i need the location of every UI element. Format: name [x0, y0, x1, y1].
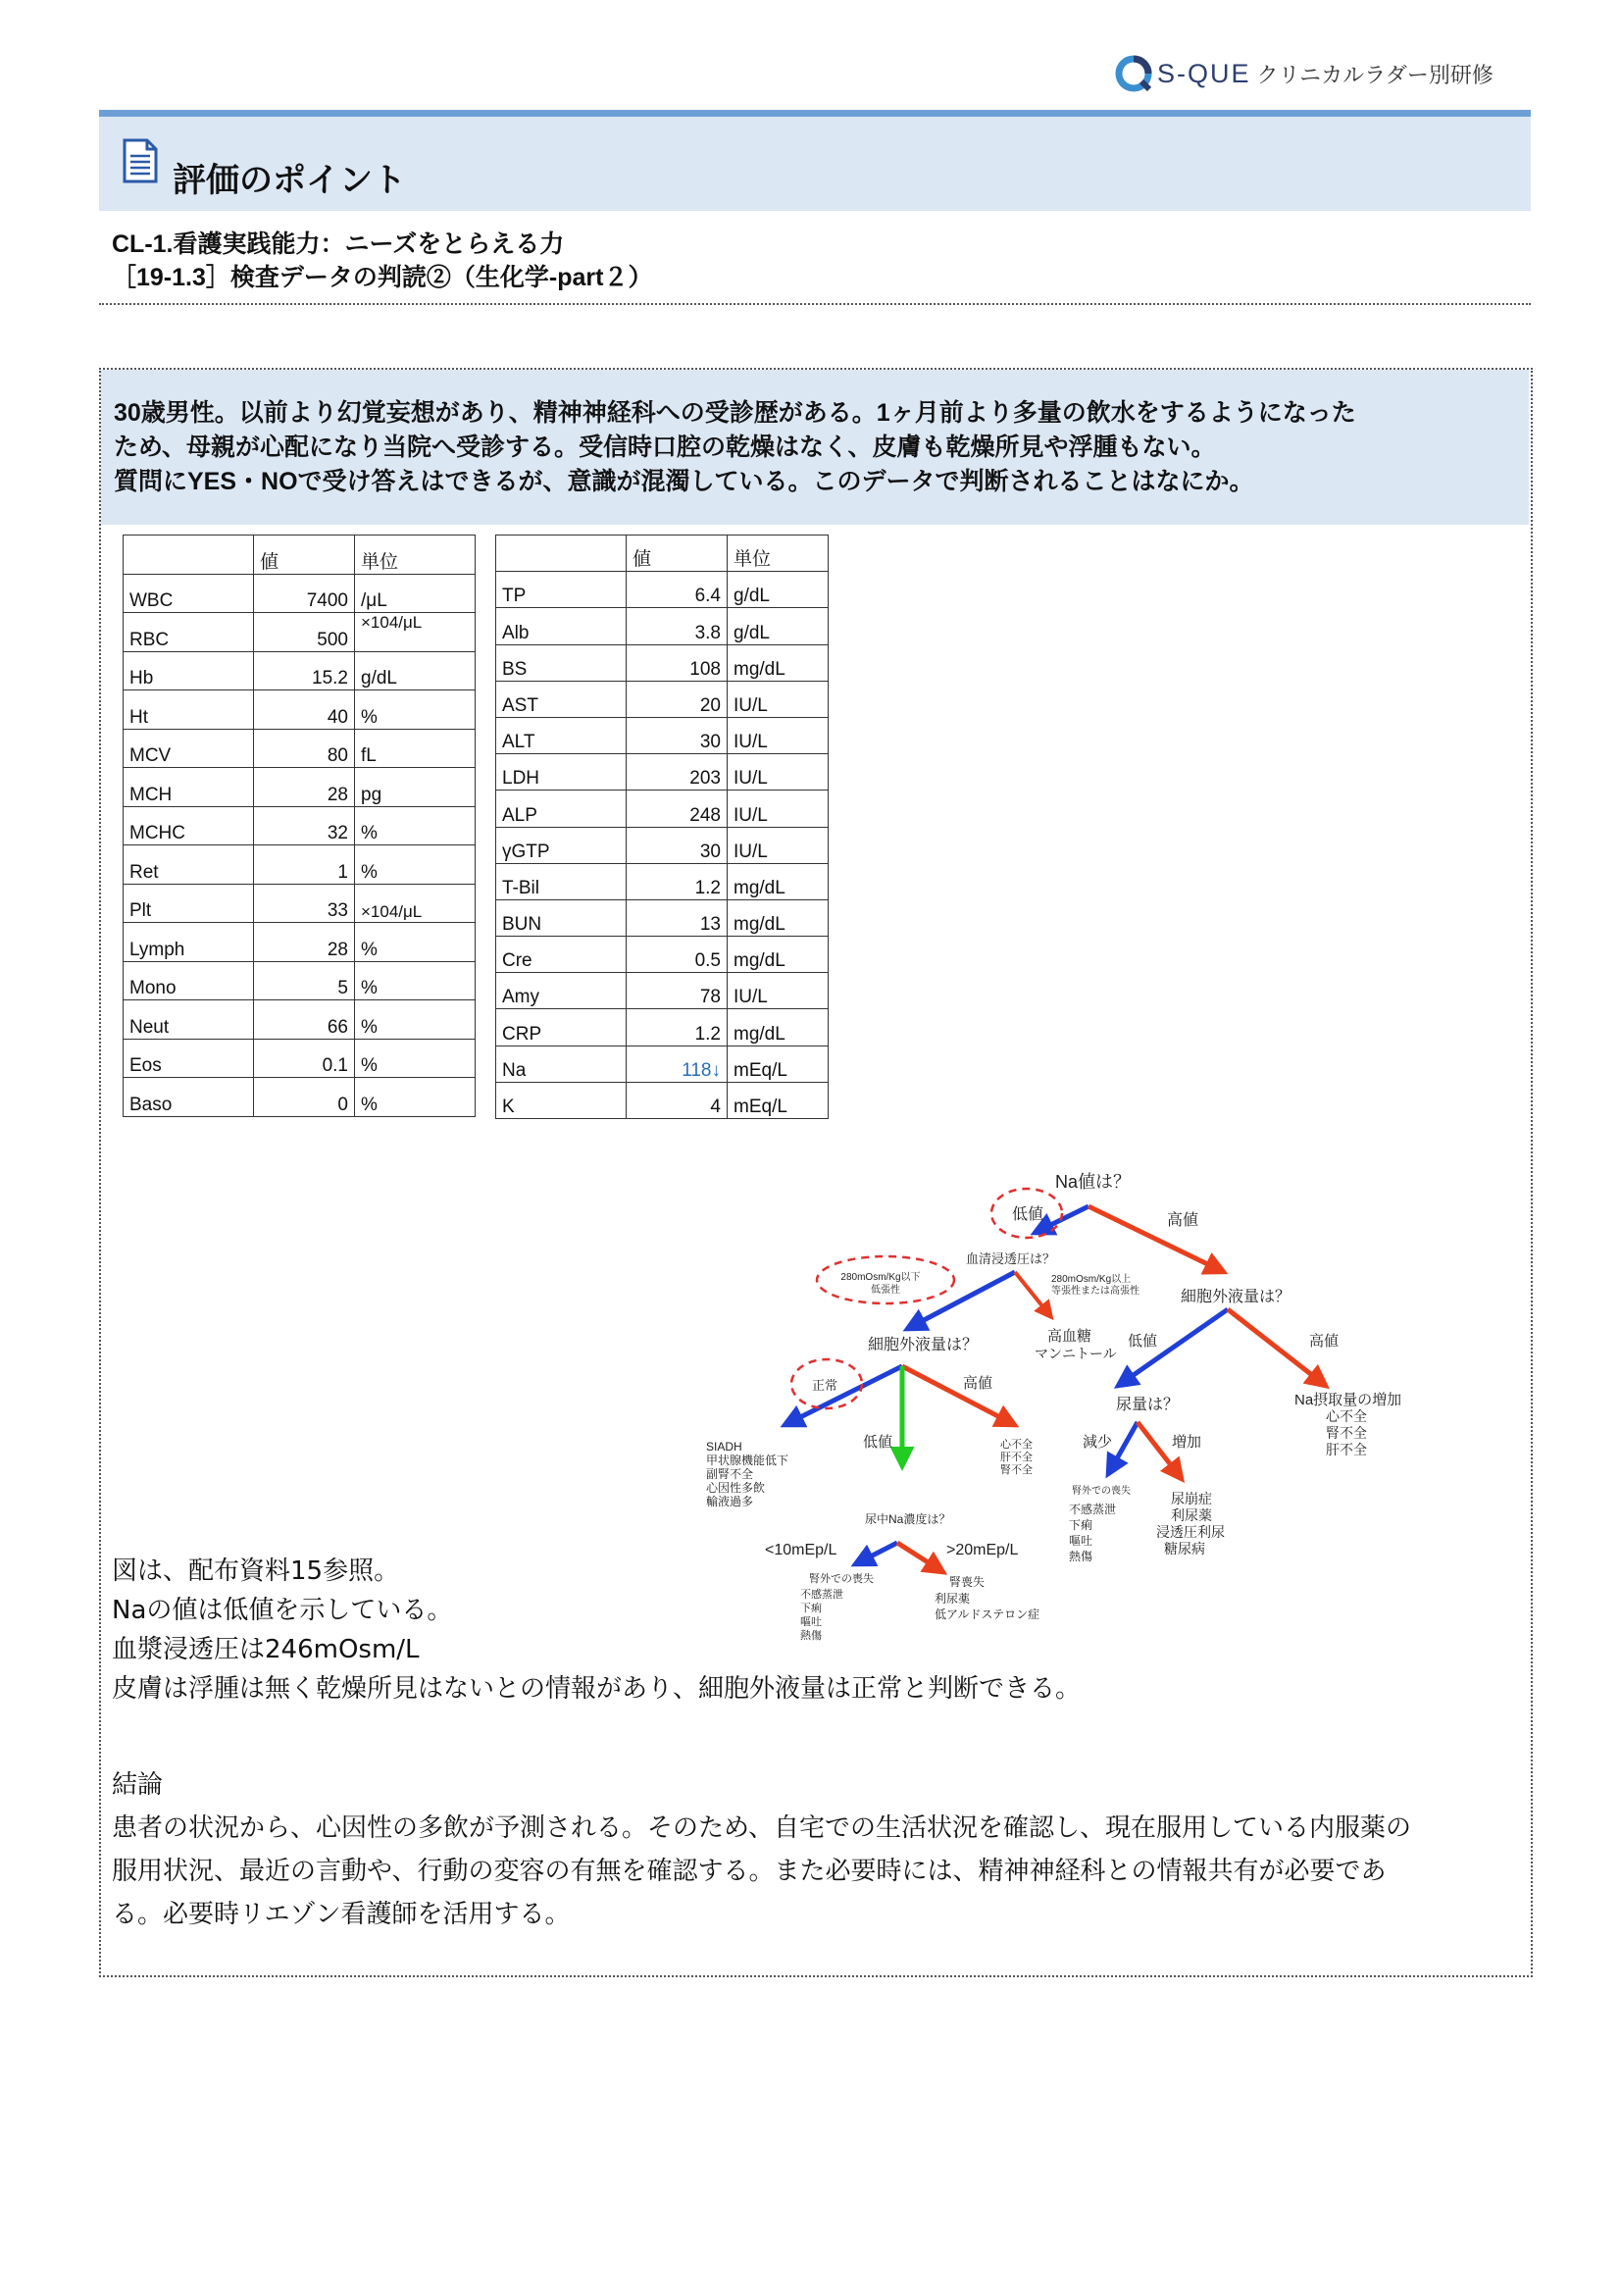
item-unit: g/dL — [728, 572, 829, 608]
item-unit: % — [355, 1000, 476, 1040]
item-unit: ×104/μL — [355, 613, 476, 652]
fc-cause: 副腎不全 — [706, 1467, 754, 1481]
item-value: 248 — [627, 791, 728, 827]
item-name: Ht — [124, 690, 254, 730]
item-name: MCH — [124, 768, 254, 807]
table-header — [496, 536, 627, 572]
item-name: BUN — [496, 899, 627, 936]
item-value: 4 — [627, 1082, 728, 1118]
table-header: 値 — [254, 536, 355, 575]
table-row — [124, 923, 476, 962]
item-value: 28 — [254, 768, 355, 807]
item-name: K — [496, 1082, 627, 1118]
cbc-table — [123, 535, 476, 1117]
fc-cause: 腎不全 — [1326, 1425, 1367, 1441]
item-name: Eos — [124, 1039, 254, 1078]
fc-normal-causes — [706, 1440, 788, 1508]
fc-increase: 増加 — [1172, 1434, 1202, 1451]
subtitle-divider — [99, 303, 1531, 305]
fc-cause: 不感蒸泄 — [800, 1589, 843, 1601]
table-row — [496, 1046, 829, 1082]
item-value: 6.4 — [627, 572, 728, 608]
item-name: Na — [496, 1046, 627, 1082]
table-row — [124, 651, 476, 690]
fc-root: Na値は？ — [1055, 1172, 1132, 1192]
table-header-row — [496, 536, 829, 572]
logo — [1114, 51, 1493, 96]
fc-cause: 輸液過多 — [706, 1495, 754, 1508]
fc-cause: 腎外での喪失 — [809, 1573, 874, 1585]
item-value: 1 — [254, 845, 355, 885]
fc-osmo-question: 血清浸透圧は？ — [966, 1251, 1056, 1266]
item-name: ALP — [496, 791, 627, 827]
fc-mannitol: マンニトール — [1035, 1346, 1117, 1361]
conclusion — [112, 1763, 1514, 1936]
item-unit: g/dL — [728, 608, 829, 644]
table-row — [496, 644, 829, 681]
table-row — [496, 717, 829, 753]
item-name: WBC — [124, 574, 254, 613]
item-value: 0.1 — [254, 1039, 355, 1078]
table-row — [496, 1082, 829, 1118]
document-icon — [122, 138, 159, 183]
fc-lt10: <10mEp/L — [765, 1542, 837, 1558]
fc-osmo-low: 280mOsm/Kg以下 — [840, 1272, 921, 1283]
item-unit: IU/L — [728, 717, 829, 753]
item-unit: IU/L — [728, 681, 829, 717]
case-line: ため、母親が心配になり当院へ受診する。受信時口腔の乾燥はなく、皮膚も乾燥所見や浮腫もない。 — [114, 434, 1216, 461]
fc-increase-causes — [1156, 1491, 1225, 1556]
item-value: 3.8 — [627, 608, 728, 644]
conclusion-heading: 結論 — [112, 1770, 164, 1800]
fc-gt20: >20mEp/L — [946, 1542, 1019, 1558]
fc-cause: 肝不全 — [1326, 1442, 1367, 1457]
item-unit: ×104/μL — [355, 884, 476, 923]
subtitle-competency: CL-1.看護実践能力：ニーズをとらえる力 — [112, 230, 565, 258]
fc-cause: 心不全 — [1326, 1408, 1367, 1424]
fc-cause: 下痢 — [1069, 1518, 1093, 1532]
item-unit: mg/dL — [728, 644, 829, 681]
fc-high-3: 高値 — [1309, 1333, 1340, 1350]
item-unit: IU/L — [728, 791, 829, 827]
table-row — [124, 884, 476, 923]
item-unit: g/dL — [355, 651, 476, 690]
table-row — [124, 729, 476, 768]
item-unit: % — [355, 690, 476, 730]
case-line: 質問にYES・NOで受け答えはできるが、意識が混濁している。このデータで判断されることはなにか。 — [114, 468, 1254, 495]
logo-tagline: クリニカルラダー別研修 — [1256, 63, 1493, 88]
fc-cause: 嘔吐 — [1069, 1534, 1093, 1548]
case-description — [114, 396, 1516, 499]
note-line: Naの値は低値を示している。 — [112, 1596, 453, 1625]
table-row — [496, 754, 829, 791]
fc-decrease: 減少 — [1083, 1434, 1113, 1451]
fc-cause: 甲状腺機能低下 — [706, 1454, 789, 1467]
item-unit: % — [355, 923, 476, 962]
item-name: BS — [496, 644, 627, 681]
fc-cause: 下痢 — [800, 1603, 822, 1614]
item-unit: % — [355, 806, 476, 845]
fc-hyperglycemia: 高血糖 — [1047, 1328, 1092, 1345]
item-value: 7400 — [254, 574, 355, 613]
fc-low-3: 低値 — [1128, 1333, 1158, 1350]
conclusion-line: る。必要時リエゾン看護師を活用する。 — [112, 1900, 571, 1929]
fc-cause: 腎外での喪失 — [1072, 1486, 1131, 1497]
fc-na-intake-causes — [1326, 1408, 1367, 1457]
fc-cause: 糖尿病 — [1164, 1541, 1205, 1556]
item-value: 78 — [627, 973, 728, 1009]
item-name: RBC — [124, 613, 254, 652]
item-unit: % — [355, 1078, 476, 1117]
fc-osmo-high: 280mOsm/Kg以上 — [1051, 1274, 1132, 1285]
item-unit: mg/dL — [728, 863, 829, 899]
item-value: 0.5 — [627, 937, 728, 973]
item-unit: mg/dL — [728, 937, 829, 973]
note-line: 図は、配布資料15参照。 — [112, 1556, 400, 1586]
fc-osmo-low-sub: 低張性 — [871, 1285, 900, 1296]
fc-cause: 利尿薬 — [1171, 1507, 1212, 1523]
item-name: TP — [496, 572, 627, 608]
table-header-row — [124, 536, 476, 575]
note-line: 血漿浸透圧は246mOsm/L — [112, 1635, 420, 1664]
item-value: 13 — [627, 899, 728, 936]
item-name: MCHC — [124, 806, 254, 845]
item-unit: % — [355, 845, 476, 885]
item-name: Ret — [124, 845, 254, 885]
table-row — [496, 791, 829, 827]
conclusion-line: 服用状況、最近の言動や、行動の変容の有無を確認する。また必要時には、精神神経科との情報共有が必要であ — [112, 1857, 1387, 1886]
fc-urine-na-question: 尿中Na濃度は？ — [865, 1512, 951, 1526]
fc-cause: 嘔吐 — [800, 1616, 822, 1628]
item-value: 66 — [254, 1000, 355, 1040]
table-row — [496, 608, 829, 644]
item-unit: mEq/L — [728, 1082, 829, 1118]
item-name: CRP — [496, 1009, 627, 1046]
table-header: 値 — [627, 536, 728, 572]
fc-cause: SIADH — [706, 1440, 742, 1454]
table-row — [496, 863, 829, 899]
item-value: 500 — [254, 613, 355, 652]
item-name: Baso — [124, 1078, 254, 1117]
table-header: 単位 — [355, 536, 476, 575]
fc-high-causes — [1000, 1437, 1033, 1476]
item-name: Neut — [124, 1000, 254, 1040]
item-value-highlight: 118↓ — [627, 1046, 728, 1082]
fc-cause: 熱傷 — [800, 1630, 822, 1642]
fc-low-2: 低値 — [863, 1434, 893, 1451]
item-value: 5 — [254, 961, 355, 1000]
header-rule — [99, 110, 1531, 117]
table-header — [124, 536, 254, 575]
item-name: Cre — [496, 937, 627, 973]
fc-cause: 尿崩症 — [1171, 1491, 1212, 1506]
fc-cause: 浸透圧利尿 — [1156, 1524, 1225, 1540]
item-value: 32 — [254, 806, 355, 845]
case-line: 30歳男性。以前より幻覚妄想があり、精神神経科への受診歴がある。1ヶ月前より多量の飲水をするようになった — [114, 399, 1356, 427]
table-row — [496, 973, 829, 1009]
item-unit: mg/dL — [728, 899, 829, 936]
fc-cause: 心因性多飲 — [706, 1481, 766, 1495]
fc-urine-vol-question: 尿量は？ — [1116, 1397, 1180, 1413]
table-row — [124, 961, 476, 1000]
item-name: Hb — [124, 651, 254, 690]
fc-cause: 心不全 — [1000, 1439, 1033, 1451]
fc-cause: 低アルドステロン症 — [935, 1607, 1040, 1621]
subtitle-topic: ［19-1.3］検査データの判読②（生化学-part２） — [112, 264, 653, 291]
table-row — [124, 690, 476, 730]
logo-mark-icon — [1114, 54, 1153, 93]
item-value: 203 — [627, 754, 728, 791]
item-unit: IU/L — [728, 827, 829, 863]
fc-cause: 腎不全 — [1000, 1464, 1033, 1476]
item-name: Amy — [496, 973, 627, 1009]
item-value: 20 — [627, 681, 728, 717]
item-value: 28 — [254, 923, 355, 962]
table-row — [124, 1039, 476, 1078]
item-unit: pg — [355, 768, 476, 807]
table-row — [496, 937, 829, 973]
explanation-notes — [112, 1552, 1081, 1709]
item-name: LDH — [496, 754, 627, 791]
item-unit: IU/L — [728, 754, 829, 791]
fc-cause: 腎喪失 — [949, 1575, 986, 1589]
item-value: 0 — [254, 1078, 355, 1117]
item-value: 30 — [627, 827, 728, 863]
item-unit: fL — [355, 729, 476, 768]
item-name: Alb — [496, 608, 627, 644]
item-name: Plt — [124, 884, 254, 923]
item-unit: IU/L — [728, 973, 829, 1009]
item-name: Mono — [124, 961, 254, 1000]
table-row — [124, 1000, 476, 1040]
item-unit: /μL — [355, 574, 476, 613]
table-row — [124, 806, 476, 845]
table-row — [124, 574, 476, 613]
fc-osmo-high-sub: 等張性または高張性 — [1051, 1286, 1139, 1297]
fc-cause: 不感蒸泄 — [1069, 1503, 1117, 1516]
table-row — [496, 681, 829, 717]
table-row — [496, 572, 829, 608]
item-value: 30 — [627, 717, 728, 753]
item-value: 1.2 — [627, 1009, 728, 1046]
item-value: 1.2 — [627, 863, 728, 899]
table-row — [496, 1009, 829, 1046]
item-value: 33 — [254, 884, 355, 923]
fc-high-2: 高値 — [963, 1375, 993, 1392]
item-name: AST — [496, 681, 627, 717]
conclusion-line: 患者の状況から、心因性の多飲が予測される。そのため、自宅での生活状況を確認し、現在服用している内服薬の — [112, 1813, 1411, 1843]
fc-cause: 熱傷 — [1069, 1550, 1093, 1563]
item-value: 80 — [254, 729, 355, 768]
item-name: Lymph — [124, 923, 254, 962]
item-name: T-Bil — [496, 863, 627, 899]
fc-cause: 利尿薬 — [935, 1592, 971, 1606]
item-unit: % — [355, 961, 476, 1000]
biochem-table — [495, 535, 829, 1119]
fc-cause: 肝不全 — [1000, 1452, 1033, 1463]
note-line: 皮膚は浮腫は無く乾燥所見はないとの情報があり、細胞外液量は正常と判断できる。 — [112, 1674, 1082, 1704]
item-unit: % — [355, 1039, 476, 1078]
fc-ecf-question-1: 細胞外液量は？ — [868, 1337, 979, 1353]
item-unit: mEq/L — [728, 1046, 829, 1082]
logo-brand: S-QUE — [1157, 58, 1251, 88]
fc-low: 低値 — [1012, 1206, 1044, 1223]
item-name: ALT — [496, 717, 627, 753]
item-name: γGTP — [496, 827, 627, 863]
item-name: MCV — [124, 729, 254, 768]
fc-normal: 正常 — [812, 1378, 838, 1393]
table-row — [124, 845, 476, 885]
table-row — [124, 1078, 476, 1117]
table-row — [496, 827, 829, 863]
item-value: 108 — [627, 644, 728, 681]
fc-high: 高値 — [1167, 1212, 1199, 1229]
item-value: 40 — [254, 690, 355, 730]
item-unit: mg/dL — [728, 1009, 829, 1046]
fc-ecf-question-2: 細胞外液量は？ — [1181, 1289, 1291, 1305]
fc-na-intake: Na摂取量の増加 — [1294, 1392, 1402, 1408]
table-row — [124, 613, 476, 652]
table-row — [124, 768, 476, 807]
table-row — [496, 899, 829, 936]
table-header: 単位 — [728, 536, 829, 572]
page-title: 評価のポイント — [173, 161, 406, 200]
item-value: 15.2 — [254, 651, 355, 690]
